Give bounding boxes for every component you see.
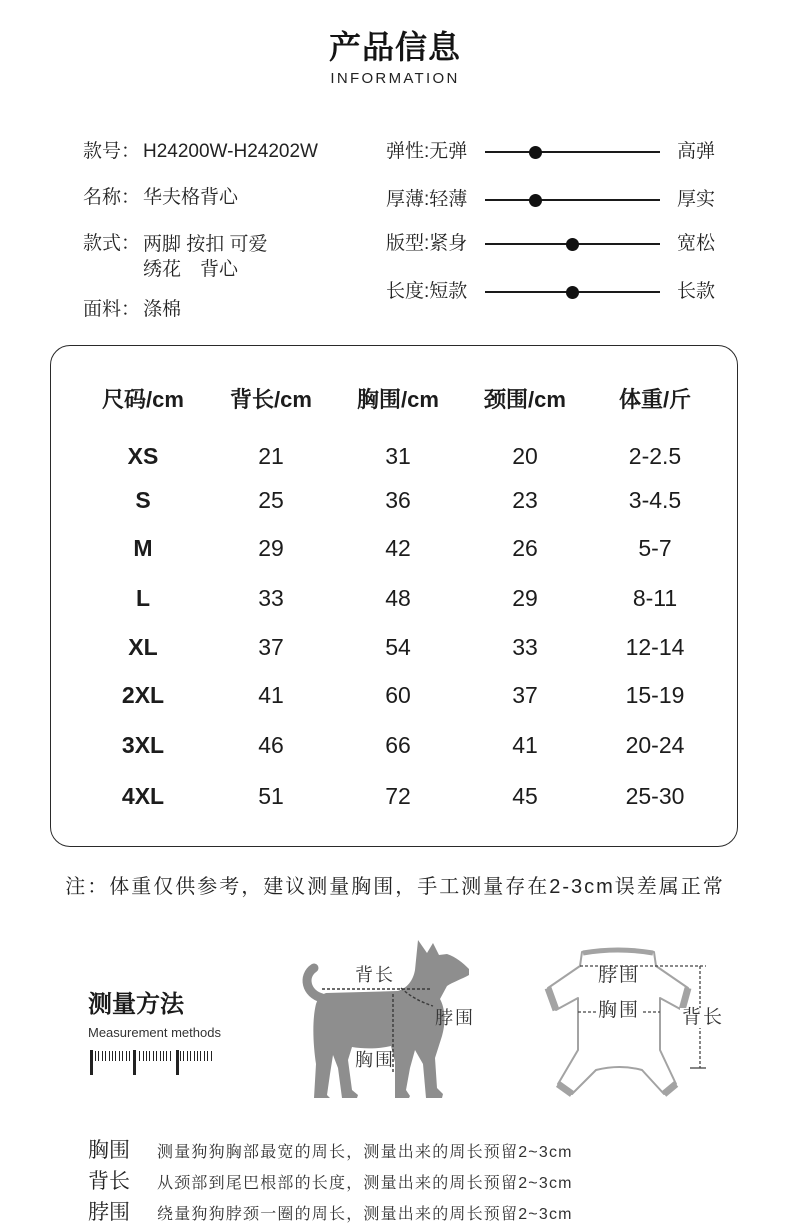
ruler-minor-tick (153, 1051, 154, 1061)
cell-back-length: 46 (258, 732, 284, 758)
cell-size: S (135, 487, 151, 513)
spec-label: 名称： (83, 187, 141, 208)
cell-back-length: 41 (258, 682, 284, 708)
ruler-minor-tick (98, 1051, 99, 1061)
ruler-minor-tick (109, 1051, 110, 1061)
ruler-minor-tick (112, 1051, 113, 1061)
cell-back-length: 21 (258, 443, 284, 469)
ruler-minor-tick (122, 1051, 123, 1061)
spec-value: H24200W-H24202W (143, 141, 318, 162)
cell-weight: 8-11 (632, 585, 678, 611)
instruction-term: 背长 (88, 1170, 130, 1193)
header-neck: 颈围/cm (484, 387, 566, 412)
table-row (51, 533, 736, 563)
ruler-minor-tick (102, 1051, 103, 1061)
table-row (51, 485, 736, 515)
garment-chest-label: 胸围 (598, 1000, 641, 1021)
ruler-minor-tick (149, 1051, 150, 1061)
header-chest: 胸围/cm (357, 387, 439, 412)
cell-size: 3XL (121, 732, 165, 758)
instruction-term: 胸围 (88, 1139, 130, 1162)
instruction-neck (88, 1202, 778, 1224)
cell-size: M (133, 535, 153, 561)
level-marker (566, 238, 579, 251)
dog-tail (307, 968, 322, 998)
attribute-max-label: 厚实 (677, 189, 716, 210)
ruler-minor-tick (200, 1051, 201, 1061)
spec-style (83, 232, 268, 282)
cell-size: XL (128, 634, 158, 660)
level-track (485, 199, 660, 201)
attribute-thickness (386, 188, 726, 212)
instruction-text: 绕量狗狗脖颈一圈的周长，测量出来的周长预留2~3cm (157, 1206, 573, 1223)
attribute-max-label: 高弹 (677, 141, 716, 162)
table-row (51, 730, 736, 760)
ruler-minor-tick (129, 1051, 130, 1061)
level-marker (529, 146, 542, 159)
ruler-minor-tick (126, 1051, 127, 1061)
instruction-term: 脖围 (88, 1201, 130, 1224)
cell-chest: 42 (385, 535, 411, 561)
cell-back-length: 25 (258, 487, 284, 513)
spec-value (143, 232, 268, 282)
ruler-minor-tick (163, 1051, 164, 1061)
measurement-title: 测量方法 (88, 991, 184, 1018)
instruction-chest (88, 1140, 778, 1162)
instruction-text: 从颈部到尾巴根部的长度，测量出来的周长预留2~3cm (157, 1175, 573, 1192)
table-row (51, 632, 736, 662)
cell-back-length: 37 (258, 634, 284, 660)
cell-weight: 25-30 (625, 783, 685, 809)
cell-chest: 66 (385, 732, 411, 758)
cell-chest: 54 (385, 634, 411, 660)
level-marker (529, 194, 542, 207)
ruler-minor-tick (146, 1051, 147, 1061)
ruler-minor-tick (143, 1051, 144, 1061)
cell-weight: 15-19 (625, 682, 685, 708)
level-marker (566, 286, 579, 299)
ruler-minor-tick (119, 1051, 120, 1061)
page-title: 产品信息 (328, 29, 461, 65)
ruler-minor-tick (180, 1051, 181, 1061)
spec-name (83, 186, 238, 210)
ruler-icon (88, 1050, 218, 1076)
instruction-text: 测量狗狗胸部最宽的周长，测量出来的周长预留2~3cm (157, 1144, 573, 1161)
cell-size: 2XL (121, 682, 165, 708)
cell-size: L (135, 585, 151, 611)
size-note: 注：体重仅供参考，建议测量胸围，手工测量存在2-3cm误差属正常 (65, 876, 725, 898)
header-back-length: 背长/cm (230, 387, 312, 412)
attribute-max-label: 长款 (677, 281, 716, 302)
spec-value: 涤棉 (143, 299, 182, 320)
ruler-minor-tick (105, 1051, 106, 1061)
table-row (51, 781, 736, 811)
ruler-minor-tick (183, 1051, 184, 1061)
header-weight: 体重/斤 (618, 387, 692, 412)
spec-label: 款式： (83, 233, 141, 254)
spec-style-number (83, 140, 318, 164)
header-size: 尺码/cm (102, 387, 184, 412)
cell-chest: 60 (385, 682, 411, 708)
spec-label: 款号： (83, 141, 141, 162)
cell-weight: 5-7 (638, 535, 672, 561)
attribute-label: 版型:紧身 (386, 233, 468, 254)
ruler-major-tick (90, 1050, 93, 1075)
cell-chest: 48 (385, 585, 411, 611)
measurement-subtitle: Measurement methods (88, 1025, 221, 1040)
cell-size: 4XL (121, 783, 165, 809)
cell-weight: 12-14 (625, 634, 685, 660)
ruler-minor-tick (95, 1051, 96, 1061)
dog-chest-label: 胸围 (355, 1050, 395, 1070)
table-row (51, 680, 736, 710)
cell-chest: 31 (385, 443, 411, 469)
ruler-minor-tick (115, 1051, 116, 1061)
table-header-row (51, 385, 736, 415)
attribute-fit (386, 232, 726, 256)
ruler-minor-tick (197, 1051, 198, 1061)
spec-value: 华夫格背心 (143, 187, 239, 208)
ruler-minor-tick (139, 1051, 140, 1061)
cell-neck: 41 (512, 732, 538, 758)
spec-fabric (83, 298, 181, 322)
level-track (485, 151, 660, 153)
page-subtitle: INFORMATION (330, 70, 460, 87)
cell-neck: 23 (512, 487, 538, 513)
cell-neck: 45 (512, 783, 538, 809)
spec-value-line: 两脚 按扣 可爱 (143, 234, 268, 255)
cell-neck: 20 (512, 443, 538, 469)
ruler-minor-tick (170, 1051, 171, 1061)
cell-weight: 2-2.5 (628, 443, 682, 469)
cell-weight: 20-24 (625, 732, 685, 758)
ruler-major-tick (133, 1050, 136, 1075)
garment-neck-label: 脖围 (598, 965, 641, 986)
cell-neck: 26 (512, 535, 538, 561)
attribute-label: 长度:短款 (386, 281, 468, 302)
ruler-minor-tick (160, 1051, 161, 1061)
table-row (51, 583, 736, 613)
cell-chest: 36 (385, 487, 411, 513)
dog-neck-label: 脖围 (435, 1008, 475, 1028)
dog-back-length-label: 背长 (355, 965, 395, 985)
spec-label: 面料： (83, 299, 141, 320)
cell-chest: 72 (385, 783, 411, 809)
ruler-major-tick (176, 1050, 179, 1075)
ruler-minor-tick (156, 1051, 157, 1061)
ruler-minor-tick (204, 1051, 205, 1061)
cell-back-length: 29 (258, 535, 284, 561)
attribute-max-label: 宽松 (677, 233, 716, 254)
table-row (51, 441, 736, 471)
attribute-label: 厚薄:轻薄 (386, 189, 468, 210)
ruler-minor-tick (207, 1051, 208, 1061)
ruler-minor-tick (211, 1051, 212, 1061)
cell-back-length: 51 (258, 783, 284, 809)
ruler-minor-tick (166, 1051, 167, 1061)
cell-back-length: 33 (258, 585, 284, 611)
garment-back-length-label: 背长 (682, 1007, 725, 1028)
cell-neck: 29 (512, 585, 538, 611)
size-chart (50, 345, 738, 847)
ruler-minor-tick (187, 1051, 188, 1061)
attribute-label: 弹性:无弹 (386, 141, 468, 162)
ruler-minor-tick (190, 1051, 191, 1061)
instruction-back-length (88, 1171, 778, 1193)
cell-neck: 37 (512, 682, 538, 708)
attribute-length (386, 280, 726, 304)
cell-weight: 3-4.5 (628, 487, 682, 513)
ruler-minor-tick (194, 1051, 195, 1061)
attribute-elasticity (386, 140, 726, 164)
cell-neck: 33 (512, 634, 538, 660)
cell-size: XS (127, 443, 159, 469)
spec-value-line: 绣花 背心 (143, 259, 239, 280)
